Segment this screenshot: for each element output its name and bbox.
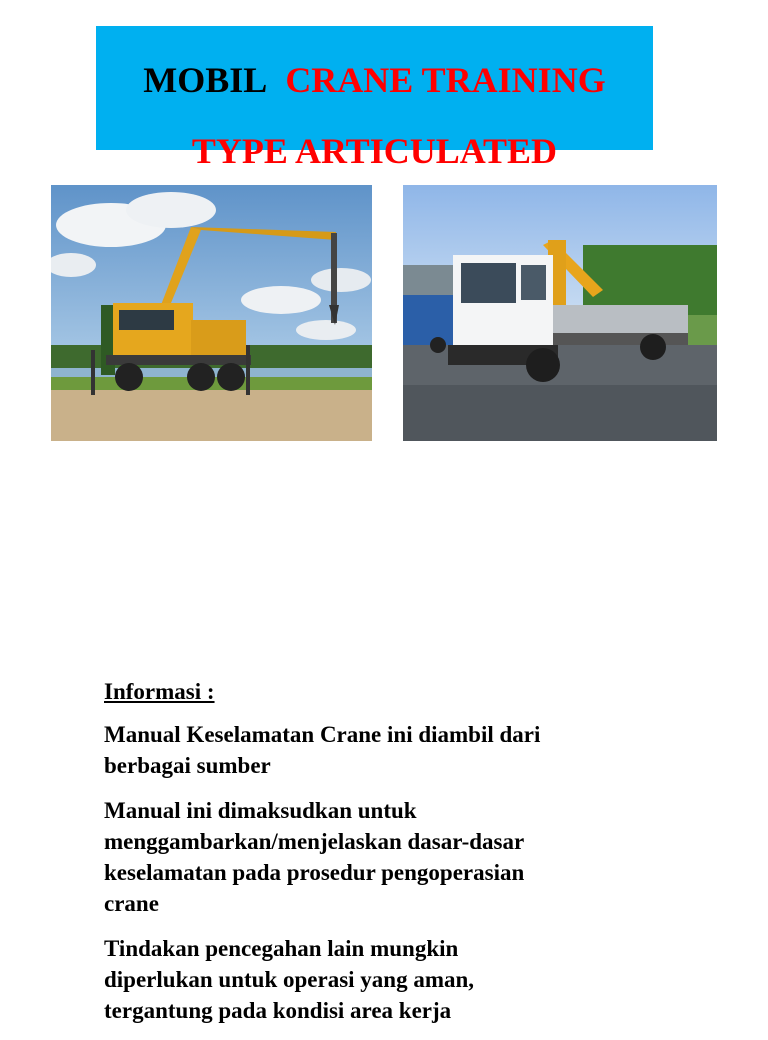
title-line-2: TYPE ARTICULATED (191, 131, 558, 171)
info-paragraph-3: Tindakan pencegahan lain mungkin diperlukan untuk operasi yang aman, tergantung pada kondisi area kerja (104, 936, 475, 1023)
info-paragraph-1: Manual Keselamatan Crane ini diambil dari berbagai sumber (104, 722, 541, 778)
title-line-1 (96, 62, 653, 98)
title-banner (96, 26, 653, 171)
title-highlight: CRANE TRAINING (285, 60, 606, 100)
white-crane-truck-photo (403, 185, 717, 441)
information-section (104, 676, 554, 1040)
info-heading: Informasi : (104, 679, 215, 704)
info-paragraph-2: Manual ini dimaksudkan untuk menggambarkan/menjelaskan dasar-dasar keselamatan pada prosedur pengoperasian crane (104, 798, 525, 916)
yellow-crane-truck-photo (51, 185, 372, 441)
title-prefix: MOBIL (143, 60, 268, 100)
